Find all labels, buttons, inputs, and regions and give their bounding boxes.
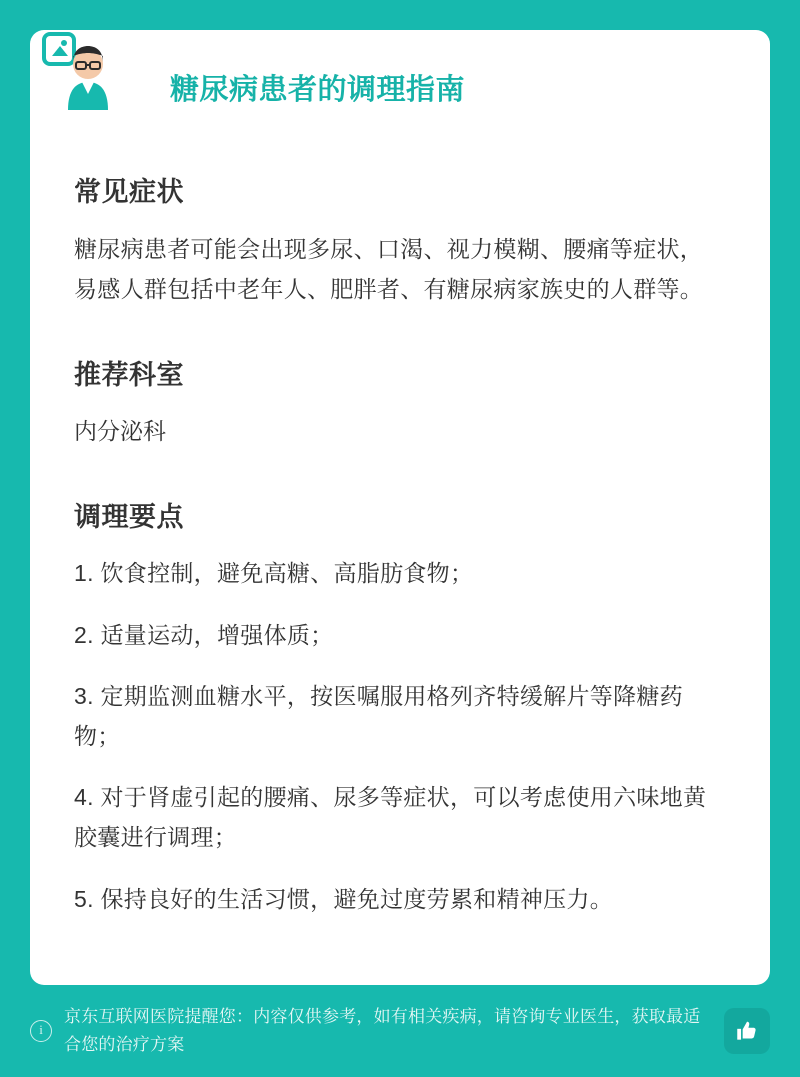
care-points-list (74, 554, 726, 919)
footer-inner (30, 1003, 770, 1059)
thumbs-up-icon[interactable] (724, 1008, 770, 1054)
info-icon: i (30, 1020, 52, 1042)
list-item: 1. 饮食控制，避免高糖、高脂肪食物； (74, 560, 474, 587)
disclaimer-text: 京东互联网医院提醒您：内容仅供参考，如有相关疾病，请咨询专业医生，获取最适合您的治疗方案 (64, 1006, 701, 1054)
doctor-avatar-icon (38, 24, 134, 120)
section-heading-symptoms: 常见症状 (74, 176, 184, 207)
section-heading-care-points: 调理要点 (74, 502, 184, 533)
list-item: 5. 保持良好的生活习惯，避免过度劳累和精神压力。 (74, 885, 614, 912)
list-item: 2. 适量运动，增强体质； (74, 621, 334, 648)
footer-disclaimer-bar (0, 985, 800, 1077)
list-item: 4. 对于肾虚引起的腰痛、尿多等症状，可以考虑使用六味地黄胶囊进行调理； (74, 784, 707, 851)
section-body-symptoms: 糖尿病患者可能会出现多尿、口渴、视力模糊、腰痛等症状，易感人群包括中老年人、肥胖者、有糖尿病家族史的人群等。 (74, 235, 704, 302)
section-heading-department: 推荐科室 (74, 360, 184, 391)
page-title: 糖尿病患者的调理指南 (170, 74, 466, 106)
content-card (30, 30, 770, 985)
section-body-department: 内分泌科 (74, 418, 166, 445)
list-item: 3. 定期监测血糖水平，按医嘱服用格列齐特缓解片等降糖药物； (74, 683, 683, 749)
